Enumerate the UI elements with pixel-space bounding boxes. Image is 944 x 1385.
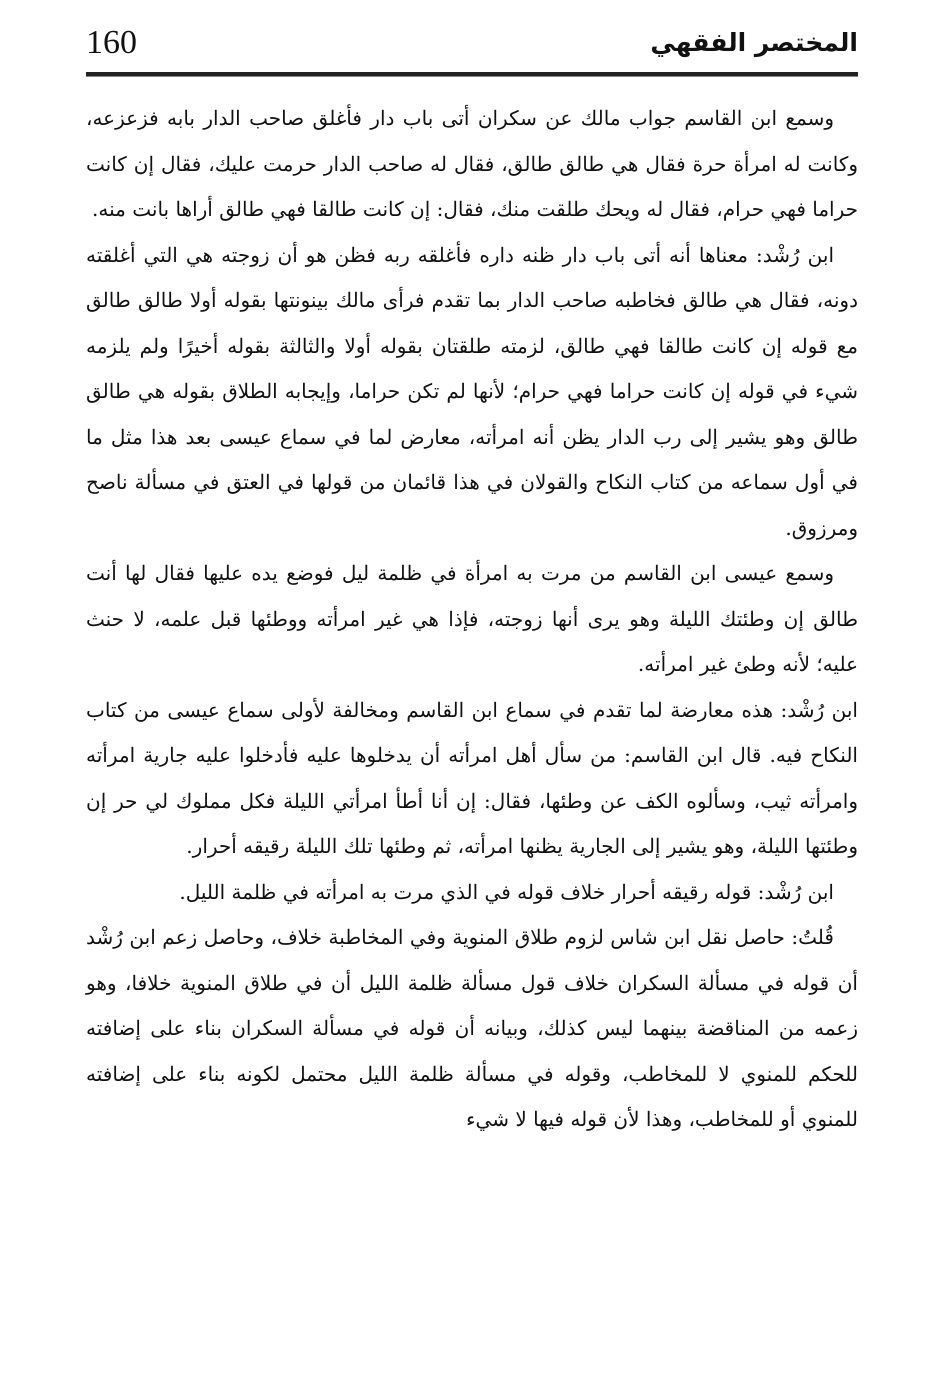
paragraph: قُلتُ: حاصل نقل ابن شاس لزوم طلاق المنوية وفي المخاطبة خلاف، وحاصل زعم ابن رُشْد أن قوله في مسألة السكران خلاف قول مسألة ظلمة الليل أن في طلاق المنوية خلافا، وهو زعمه من المناقضة بينهما ليس كذلك، وبيانه أن قوله في مسألة السكران بناء على إضافته للحكم للمنوي لا للمخاطب، وقوله في مسألة ظلمة الليل محتمل لكونه بناء على إضافته للمنوي أو للمخاطب، وهذا لأن قوله فيها لا شيء xyxy=(86,925,858,1131)
body-text xyxy=(86,96,858,1143)
paragraph: ابن رُشْد: معناها أنه أتى باب دار ظنه داره فأغلقه ربه فظن هو أن زوجته هي التي أغلقته دونه، فقال هي طالق فخاطبه صاحب الدار بما تقدم فرأى مالك بينونتها بقوله أولا طالق طالق مع قوله إن كانت طالقا فهي طالق، لزمته طلقتان بقوله أولا والثالثة بقوله أخيرًا ولم يلزمه شيء في قوله إن كانت حراما فهي حرام؛ لأنها لم تكن حراما، وإيجابه الطلاق بقوله هي طالق طالق وهو يشير إلى رب الدار يظن أنه امرأته، معارض لما في سماع عيسى بعد هذا مثل ما في أول سماعه من كتاب النكاح والقولان في هذا قائمان من قولها في العتق في مسألة ناصح ومرزوق. xyxy=(86,242,859,540)
paragraph: وسمع عيسى ابن القاسم من مرت به امرأة في ظلمة ليل فوضع يده عليها فقال لها أنت طالق إن وطئتك الليلة وهو يرى أنها زوجته، فإذا هي غير امرأته ووطئها قبل علمه، لا حنث عليه؛ لأنه وطئ غير امرأته. xyxy=(86,561,858,676)
header-rule xyxy=(86,72,858,77)
page-number: 160 xyxy=(86,24,137,61)
book-title: المختصر الفقهي xyxy=(650,28,858,57)
paragraph: وسمع ابن القاسم جواب مالك عن سكران أتى باب دار فأغلق صاحب الدار بابه فزعزعه، وكانت له امرأة حرة فقال هي طالق طالق، فقال له صاحب الدار حرمت عليك، فقال إن كانت حراما فهي حرام، فقال له ويحك طلقت منك، فقال: إن كانت طالقا فهي طالق أراها بانت منه. xyxy=(86,106,858,221)
paragraph: ابن رُشْد: هذه معارضة لما تقدم في سماع ابن القاسم ومخالفة لأولى سماع عيسى من كتاب النكاح فيه. قال ابن القاسم: من سأل أهل امرأته أن يدخلوها عليه فأدخلوا عليه جارية امرأته وامرأته ثيب، وسألوه الكف عن وطئها، فقال: إن أنا أطأ امرأتي الليلة فكل مملوك لي حر إن وطئتها الليلة، وهو يشير إلى الجارية يظنها امرأته، ثم وطئها تلك الليلة رقيقه أحرار. xyxy=(86,697,858,858)
page-header xyxy=(86,18,858,78)
paragraph: ابن رُشْد: قوله رقيقه أحرار خلاف قوله في الذي مرت به امرأته في ظلمة الليل. xyxy=(179,879,834,904)
